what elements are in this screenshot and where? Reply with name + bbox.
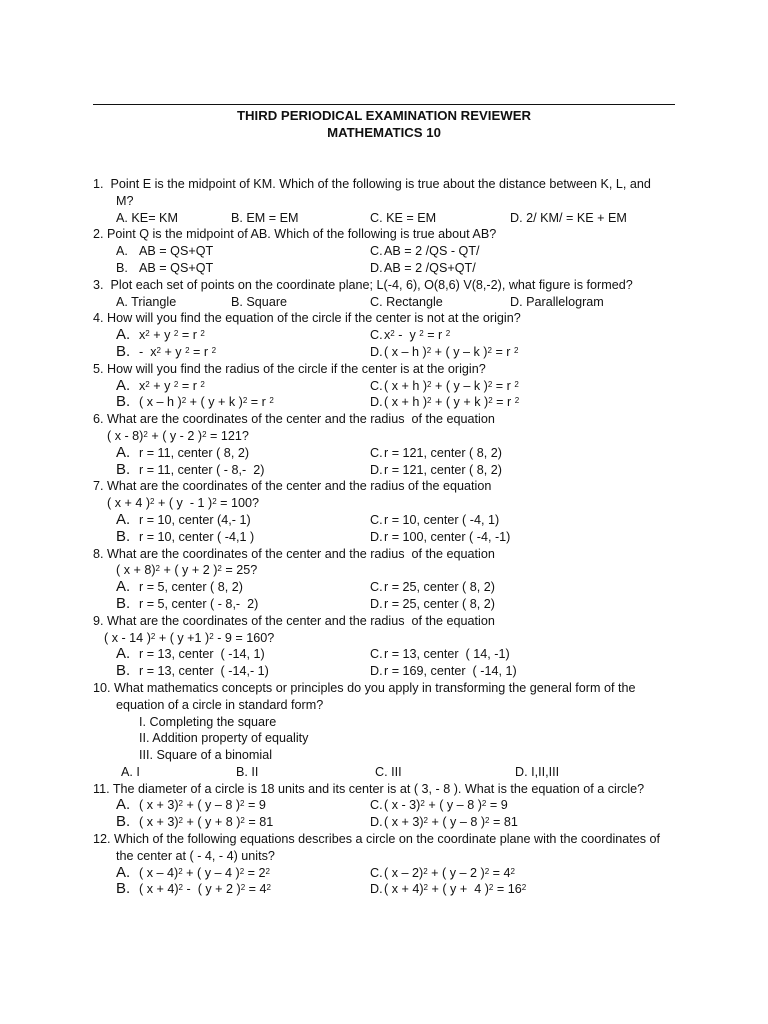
choice-option [236,764,258,781]
choice-letter: D. [510,294,523,309]
question-list [0,176,768,898]
question-stem-line [0,428,768,445]
choice-letter: C. [370,328,383,343]
question-stem: 4. How will you find the equation of the circle if the center is not at the origin? [93,311,521,326]
choice-text: r = 25, center ( 8, 2) [384,580,495,595]
question-stem: ( x + 4 )$^2$ + ( y - 1 )$^2$ = 100? [107,496,260,511]
choice-row [0,243,768,260]
choice-text: r = 11, center ( 8, 2) [139,445,250,460]
choice-letter: A. [116,244,128,259]
choice-letter: C. [370,294,383,309]
choice-row [0,462,768,479]
choice-row [0,596,768,613]
choice-letter: A. [116,210,128,225]
choice-text: r = 13, center ( -14, 1) [139,647,265,662]
choice-text: AB = QS+QT [139,260,214,275]
roman-option-line [0,747,768,764]
question-stem: 2. Point Q is the midpoint of AB. Which of the following is true about AB? [93,227,497,242]
question-stem-line [0,546,768,563]
choice-letter: A. [116,326,131,344]
question-stem: the center at ( - 4, - 4) units? [116,848,275,863]
roman-option-line [0,730,768,747]
choice-text: I,II,III [527,764,560,779]
choice-letter: B. [116,460,131,478]
choice-letter: B. [116,342,131,360]
choice-text: - $x^2 + y$ $^2$ = r $^2$ [139,344,217,359]
question-stem-line [0,277,768,294]
header-rule [93,104,675,105]
question-stem: 3. Plot each set of points on the coordinate plane; L(-4, 6), O(8,6) V(8,-2), what figure is formed? [93,277,633,292]
question-stem: 9. What are the coordinates of the center and the radius of the equation [93,613,495,628]
choice-text: KE= KM [127,210,178,225]
question-stem: 12. Which of the following equations describes a circle on the coordinate plane with the coordinates of [93,832,661,847]
choice-row [0,865,768,882]
choice-row [0,344,768,361]
choice-text: KE = EM [382,210,437,225]
choice-row [0,294,768,311]
question-stem-line [0,176,768,193]
question-stem: ( x + 8)$^2$ + ( y + 2 )$^2$ = 25? [116,563,258,578]
choice-text: ( x - 3)$^2$ + ( y – 8 )$^2$ = 9 [384,798,508,813]
choice-letter: A. [116,294,128,309]
choice-row [0,260,768,277]
choice-row [0,210,768,227]
choice-letter: A. [116,510,131,528]
choice-option [375,764,402,781]
choice-option [510,294,604,311]
choice-text: $x^2$ - y $^2$ = r $^2$ [384,328,451,343]
choice-letter: B. [231,210,243,225]
choice-row [0,529,768,546]
question-stem-line [0,495,768,512]
choice-row [0,394,768,411]
choice-letter: B. [116,527,131,545]
choice-letter: A. [116,376,131,394]
choice-text: $x^2 + y$ $^2$ = r $^2$ [139,378,205,393]
question-stem-line [0,562,768,579]
choice-text: ( x – 2)$^2$ + ( y – 2 )$^2 = 4^2$ [384,865,515,880]
question-stem-line [0,193,768,210]
choice-text: III [387,764,402,779]
choice-text: ( x – h )$^2$ + ( y + k )$^2$ = r $^2$ [139,395,274,410]
choice-text: r = 13, center ( 14, -1) [384,647,510,662]
choice-option [515,764,559,781]
roman-option: III. Square of a binomial [139,748,273,763]
choice-text: EM = EM [242,210,299,225]
question-stem-line [0,411,768,428]
choice-letter: A. [116,578,131,596]
choice-text: Triangle [127,294,177,309]
choice-letter: B. [116,813,131,831]
choice-text: ( x – h )$^2$ + ( y – k )$^2$ = r $^2$ [384,344,519,359]
choice-letter: D. [370,260,383,275]
choice-text: ( x + 3)$^2$ + ( y – 8 )$^2$ = 81 [384,815,518,830]
choice-text: ( x + 3)$^2$ + ( y – 8 )$^2$ = 9 [139,798,266,813]
choice-letter: B. [231,294,243,309]
choice-letter: D. [370,596,383,611]
roman-option-line [0,714,768,731]
choice-text: ( x + h )$^2$ + ( y – k )$^2$ = r $^2$ [384,378,519,393]
choice-text: Rectangle [382,294,443,309]
choice-text: II [247,764,259,779]
choice-text: Square [242,294,288,309]
question-stem: 5. How will you find the radius of the circle if the center is at the origin? [93,361,486,376]
choice-letter: B. [236,764,248,779]
choice-letter: C. [370,798,383,813]
choice-letter: D. [515,764,528,779]
question-stem-line [0,697,768,714]
choice-letter: A. [116,796,131,814]
choice-letter: C. [370,445,383,460]
choice-row [0,512,768,529]
choice-letter: C. [370,512,383,527]
choice-letter: B. [116,662,131,680]
choice-letter: D. [370,882,383,897]
question-stem-line [0,680,768,697]
choice-text: r = 169, center ( -14, 1) [384,664,517,679]
choice-letter: A. [121,764,133,779]
roman-option: I. Completing the square [139,714,277,729]
choice-text: ( x + 4)$^2$ - ( y + 2 )$^2 = 4^2$ [139,882,271,897]
choice-letter: C. [370,647,383,662]
choice-text: r = 10, center (4,- 1) [139,512,251,527]
choice-text: ( x + h )$^2$ + ( y + k )$^2$ = r $^2$ [384,395,520,410]
choice-letter: C. [370,378,383,393]
choice-text: ( x + 4)$^2$ + ( y + 4 )$^2 = 16^2$ [384,882,527,897]
choice-letter: A. [116,863,131,881]
choice-option [231,210,299,227]
choice-text: $x^2 + y$ $^2$ = r $^2$ [139,328,205,343]
choice-row [0,579,768,596]
question-stem-line [0,630,768,647]
choice-letter: C. [370,865,383,880]
choice-row [0,327,768,344]
choice-option [231,294,287,311]
choice-text: r = 10, center ( -4, 1) [384,512,500,527]
choice-text: r = 25, center ( 8, 2) [384,596,495,611]
choice-row [0,646,768,663]
choice-letter: D. [370,462,383,477]
choice-option [370,294,443,311]
choice-text: r = 5, center ( 8, 2) [139,580,243,595]
choice-row [0,764,768,781]
exam-subtitle: MATHEMATICS 10 [327,125,441,140]
choice-row [0,378,768,395]
question-stem-line [0,478,768,495]
choice-text: I [132,764,140,779]
question-stem: M? [116,193,134,208]
choice-text: r = 121, center ( 8, 2) [384,445,502,460]
choice-text: 2/ KM/ = KE + EM [522,210,627,225]
question-stem: ( x - 14 )$^2$ + ( y +1 )$^2$ - 9 = 160? [104,630,275,645]
choice-text: r = 11, center ( - 8,- 2) [139,462,265,477]
choice-text: AB = QS+QT [139,244,214,259]
choice-letter: B. [116,260,128,275]
choice-letter: B. [116,880,131,898]
choice-option [116,210,178,227]
choice-letter: A. [116,645,131,663]
question-stem: ( x - 8)$^2$ + ( y - 2 )$^2$ = 121? [107,428,249,443]
choice-row [0,814,768,831]
question-stem: 6. What are the coordinates of the center and the radius of the equation [93,412,495,427]
roman-option: II. Addition property of equality [139,731,309,746]
choice-option [510,210,627,227]
choice-row [0,663,768,680]
choice-text: Parallelogram [522,294,604,309]
choice-letter: D. [370,395,383,410]
choice-text: r = 13, center ( -14,- 1) [139,664,269,679]
exam-title: THIRD PERIODICAL EXAMINATION REVIEWER [236,108,532,123]
question-stem: 11. The diameter of a circle is 18 units and its center is at ( 3, - 8 ). What is the equation of a circle? [93,781,645,796]
question-stem-line [0,226,768,243]
choice-letter: D. [370,529,383,544]
choice-row [0,881,768,898]
choice-letter: D. [370,664,383,679]
question-stem-line [0,831,768,848]
choice-option [121,764,140,781]
question-stem: equation of a circle in standard form? [116,697,324,712]
choice-text: AB = 2 /QS - QT/ [384,244,480,259]
question-stem-line [0,361,768,378]
question-stem-line [0,848,768,865]
question-stem-line [0,781,768,798]
choice-letter: B. [116,393,131,411]
choice-letter: A. [116,443,131,461]
choice-option [116,294,176,311]
choice-text: r = 100, center ( -4, -1) [384,529,511,544]
choice-text: AB = 2 /QS+QT/ [384,260,476,275]
question-stem-line [0,310,768,327]
choice-row [0,445,768,462]
choice-letter: B. [116,594,131,612]
choice-option [370,210,436,227]
choice-letter: D. [370,344,383,359]
choice-letter: C. [370,244,383,259]
choice-letter: C. [370,210,383,225]
choice-text: ( x – 4)$^2$ + ( y – 4 )$^2 = 2^2$ [139,865,270,880]
choice-text: r = 5, center ( - 8,- 2) [139,596,259,611]
question-stem: 1. Point E is the midpoint of KM. Which of the following is true about the distance between K, L, and [93,177,651,191]
choice-text: r = 121, center ( 8, 2) [384,462,502,477]
choice-text: ( x + 3)$^2$ + ( y + 8 )$^2$ = 81 [139,815,274,830]
choice-letter: D. [370,815,383,830]
choice-letter: C. [370,580,383,595]
choice-letter: D. [510,210,523,225]
question-stem: 7. What are the coordinates of the center and the radius of the equation [93,479,492,494]
choice-row [0,797,768,814]
question-stem: 8. What are the coordinates of the center and the radius of the equation [93,546,495,561]
choice-text: r = 10, center ( -4,1 ) [139,529,255,544]
question-stem: 10. What mathematics concepts or principles do you apply in transforming the general form of the [93,680,636,695]
choice-letter: C. [375,764,388,779]
question-stem-line [0,613,768,630]
